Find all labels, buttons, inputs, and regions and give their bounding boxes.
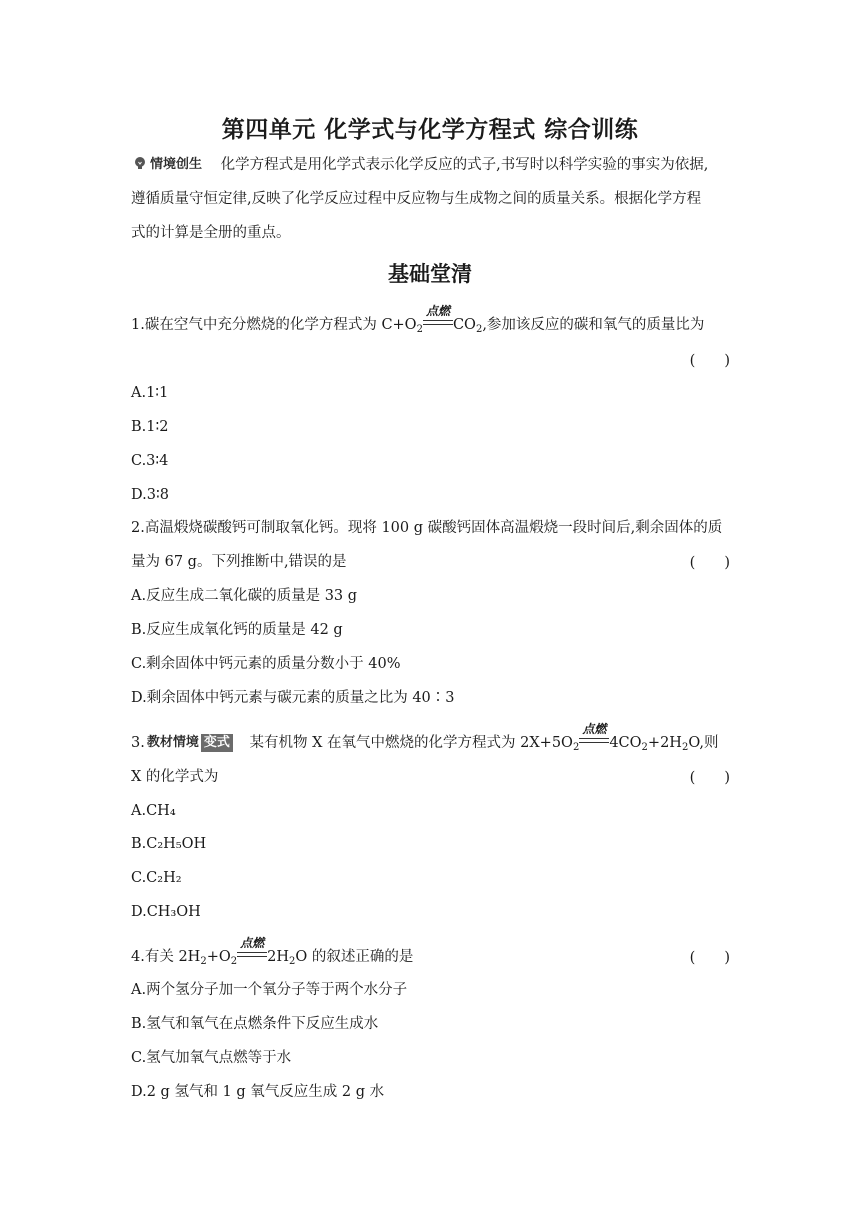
q1-option-d: D.3∶8 (131, 487, 169, 503)
q3-option-c: C.C₂H₂ (131, 870, 182, 886)
textbook-badge: 教材情境 (146, 735, 199, 750)
q2-option-b: B.反应生成氧化钙的质量是 42 g (131, 622, 343, 638)
q2-option-c: C.剩余固体中钙元素的质量分数小于 40% (131, 656, 401, 672)
answer-blank-1: ( ) (689, 353, 730, 369)
question-1-stem: 1.碳在空气中充分燃烧的化学方程式为 $C+O_2$ 点燃 $CO_2$,参加该反应的碳和氧气的质量比为 (131, 304, 705, 335)
question-3-stem: 3. 教材情境 变式 某有机物 X 在氧气中燃烧的化学方程式为 $2X+5O_2$ 点燃 $4CO_2+2H_2O$,则 (131, 722, 719, 753)
q2-option-a: A.反应生成二氧化碳的质量是 33 g (131, 588, 358, 604)
q1-option-b: B.1∶2 (131, 419, 169, 435)
question-3-stem-line2: X 的化学式为 (131, 769, 219, 785)
q2-option-d: D.剩余固体中钙元素与碳元素的质量之比为 40∶3 (131, 690, 455, 706)
q1-option-c: C.3∶4 (131, 453, 169, 469)
question-2-stem-line1: 2.高温煅烧碳酸钙可制取氧化钙。现将 100 g 碳酸钙固体高温煅烧一段时间后,剩余固体的质 (131, 520, 723, 536)
reaction-condition: 点燃 (237, 952, 267, 961)
scenario-badge: 情境创生 (131, 156, 204, 174)
answer-blank-4: ( ) (689, 950, 730, 966)
intro-text-line2: 遵循质量守恒定律,反映了化学反应过程中反应物与生成物之间的质量关系。根据化学方程 (131, 191, 702, 207)
q3-option-b: B.C₂H₅OH (131, 836, 207, 852)
variant-badge: 变式 (201, 734, 233, 752)
reaction-condition: 点燃 (579, 738, 609, 747)
section-title: 基础堂清 (388, 262, 472, 286)
q1-option-a: A.1∶1 (131, 385, 169, 401)
answer-blank-3: ( ) (689, 770, 730, 786)
reaction-condition: 点燃 (423, 320, 453, 329)
q3-option-d: D.CH₃OH (131, 904, 201, 920)
q3-option-a: A.CH₄ (131, 803, 176, 819)
question-2-stem-line2: 量为 67 g。下列推断中,错误的是 (131, 554, 347, 570)
intro-text-line3: 式的计算是全册的重点。 (131, 225, 291, 241)
lightbulb-icon (133, 156, 147, 170)
page-title: 第四单元 化学式与化学方程式 综合训练 (221, 117, 639, 143)
q4-option-c: C.氢气加氧气点燃等于水 (131, 1050, 292, 1066)
intro-text-line1: 化学方程式是用化学式表示化学反应的式子,书写时以科学实验的事实为依据, (220, 157, 709, 173)
intro-block (131, 154, 708, 176)
q4-option-b: B.氢气和氧气在点燃条件下反应生成水 (131, 1016, 379, 1032)
answer-blank-2: ( ) (689, 555, 730, 571)
q4-option-d: D.2 g 氢气和 1 g 氧气反应生成 2 g 水 (131, 1084, 385, 1100)
q4-option-a: A.两个氢分子加一个氧分子等于两个水分子 (131, 982, 408, 998)
question-4-stem: 4.有关 $2H_2+O_2$ 点燃 $2H_2O$ 的叙述正确的是 (131, 936, 414, 967)
